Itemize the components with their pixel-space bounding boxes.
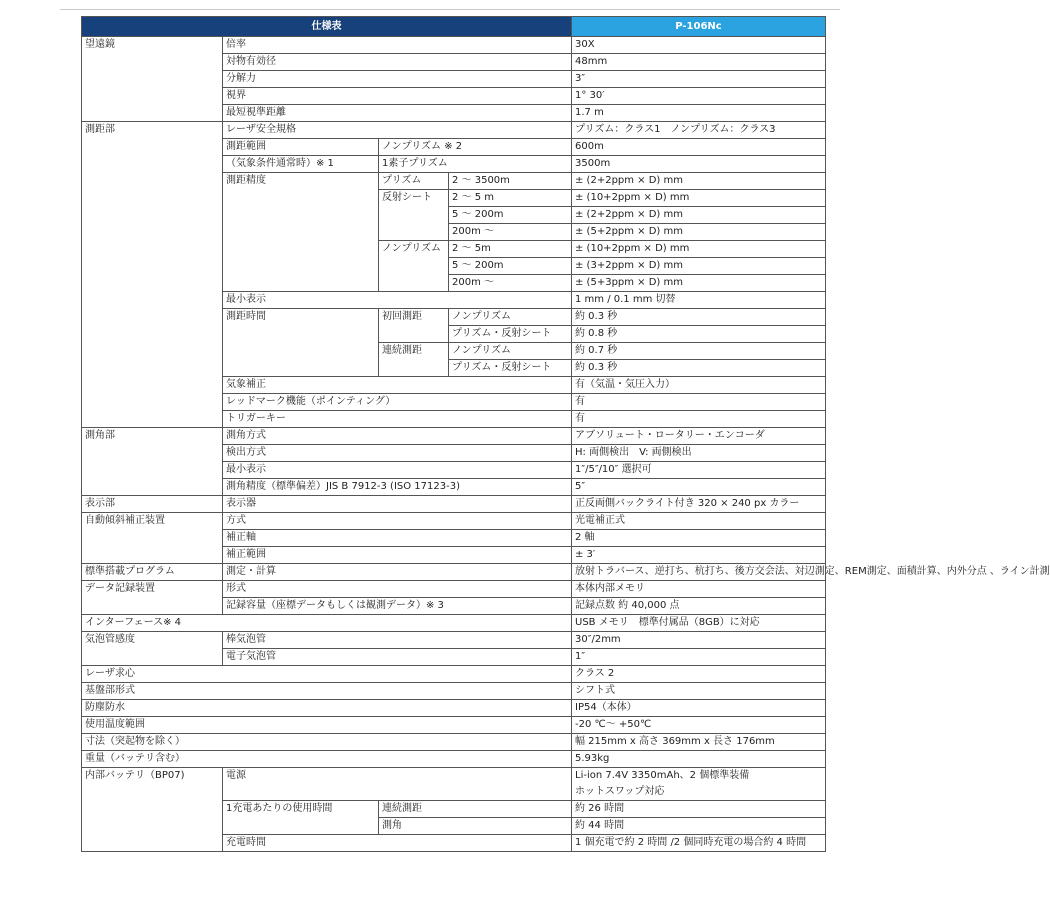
row-label: トリガーキー <box>223 411 572 428</box>
row-value: 正反両側バックライト付き 320 × 240 px カラー <box>572 496 826 513</box>
row-value: 1.7 m <box>572 105 826 122</box>
row-value: 約 44 時間 <box>572 818 826 835</box>
row-label: 視界 <box>223 88 572 105</box>
row-label: レッドマーク機能（ポインティング） <box>223 394 572 411</box>
row-label: 分解力 <box>223 71 572 88</box>
sub-label: 反射シート <box>379 190 449 241</box>
row-value: ± (10+2ppm × D) mm <box>572 190 826 207</box>
category-edm: 測距部 <box>82 122 223 428</box>
category-plummet: レーザ求心 <box>82 666 572 683</box>
row-label: 測角方式 <box>223 428 572 445</box>
row-label: 形式 <box>223 581 572 598</box>
range-label: 5 ～ 200m <box>449 207 572 224</box>
row-label: 補正範囲 <box>223 547 572 564</box>
category-tilt: 自動傾斜補正装置 <box>82 513 223 564</box>
row-label-note: （気象条件通常時）※ 1 <box>223 156 379 173</box>
row-value: 3500m <box>572 156 826 173</box>
row-value: 1″ <box>572 649 826 666</box>
range-label: 200m ～ <box>449 224 572 241</box>
row-label: 対物有効径 <box>223 54 572 71</box>
row-value: ± 3′ <box>572 547 826 564</box>
row-value: ± (3+2ppm × D) mm <box>572 258 826 275</box>
range-label: 5 ～ 200m <box>449 258 572 275</box>
table-row <box>82 666 826 683</box>
category-memory: データ記録装置 <box>82 581 223 615</box>
table-row <box>82 513 826 530</box>
row-label: 最小表示 <box>223 292 572 309</box>
category-telescope: 望遠鏡 <box>82 37 223 122</box>
sub-label: プリズム <box>379 173 449 190</box>
category-weight: 重量（バッテリ含む） <box>82 751 572 768</box>
row-label: 最小表示 <box>223 462 572 479</box>
row-label: 検出方式 <box>223 445 572 462</box>
row-label: 倍率 <box>223 37 572 54</box>
row-value: 有 <box>572 394 826 411</box>
row-value: ± (10+2ppm × D) mm <box>572 241 826 258</box>
table-row <box>82 37 826 54</box>
model-name: P-106Nc <box>572 17 826 37</box>
table-row <box>82 683 826 700</box>
top-rule <box>60 9 840 10</box>
row-value <box>572 768 826 801</box>
category-dimensions: 寸法（突起物を除く） <box>82 734 572 751</box>
table-row <box>82 581 826 598</box>
row-label: 電源 <box>223 768 572 801</box>
row-label: 測距時間 <box>223 309 379 377</box>
row-label: 測定・計算 <box>223 564 572 581</box>
category-angle: 測角部 <box>82 428 223 496</box>
table-row <box>82 564 826 581</box>
row-label: 気象補正 <box>223 377 572 394</box>
row-label: 記録容量（座標データもしくは観測データ）※ 3 <box>223 598 572 615</box>
table-row <box>82 768 826 801</box>
row-value: 放射トラバース、逆打ち、杭打ち、後方交会法、対辺測定、REM測定、面積計算、内外分点 、ライン計測 <box>572 564 826 581</box>
row-value: 有（気温・気圧入力） <box>572 377 826 394</box>
range-label: ノンプリズム <box>449 343 572 360</box>
table-row <box>82 751 826 768</box>
row-value: 幅 215mm x 高さ 369mm x 長さ 176mm <box>572 734 826 751</box>
row-value: ± (5+2ppm × D) mm <box>572 224 826 241</box>
row-value: IP54（本体） <box>572 700 826 717</box>
row-value: 約 0.3 秒 <box>572 360 826 377</box>
sub-label: 連続測距 <box>379 801 572 818</box>
range-label: 2 ～ 3500m <box>449 173 572 190</box>
row-value: 記録点数 約 40,000 点 <box>572 598 826 615</box>
row-value: 約 0.8 秒 <box>572 326 826 343</box>
range-label: ノンプリズム <box>449 309 572 326</box>
row-value: 48mm <box>572 54 826 71</box>
table-row <box>82 734 826 751</box>
table-row <box>82 717 826 734</box>
row-label: 測距範囲 <box>223 139 379 156</box>
row-label: 1充電あたりの使用時間 <box>223 801 379 835</box>
table-row <box>82 632 826 649</box>
spec-table <box>81 16 1050 852</box>
category-temp: 使用温度範囲 <box>82 717 572 734</box>
row-value: 30″/2mm <box>572 632 826 649</box>
category-interface: インターフェース※ 4 <box>82 615 572 632</box>
table-row <box>82 615 826 632</box>
category-vial: 気泡管感度 <box>82 632 223 666</box>
row-value: 光電補正式 <box>572 513 826 530</box>
table-header-row <box>82 17 826 37</box>
row-label: 測角精度（標準偏差）JIS B 7912-3 (ISO 17123-3) <box>223 479 572 496</box>
row-label: 電子気泡管 <box>223 649 572 666</box>
row-value: 30X <box>572 37 826 54</box>
battery-hotswap-line: ホットスワップ対応 <box>575 786 665 797</box>
row-label: 表示器 <box>223 496 572 513</box>
row-value: シフト式 <box>572 683 826 700</box>
category-program: 標準搭載プログラム <box>82 564 223 581</box>
row-label: 測距精度 <box>223 173 379 292</box>
row-value: H: 両側検出 V: 両側検出 <box>572 445 826 462</box>
row-label: 最短視準距離 <box>223 105 572 122</box>
sub-label: ノンプリズム <box>379 241 449 292</box>
range-label: 2 ～ 5m <box>449 241 572 258</box>
row-label: レーザ安全規格 <box>223 122 572 139</box>
range-label: 2 ～ 5 m <box>449 190 572 207</box>
row-value: 約 0.7 秒 <box>572 343 826 360</box>
row-value: 5″ <box>572 479 826 496</box>
row-value: ± (2+2ppm × D) mm <box>572 207 826 224</box>
row-value: 1″/5″/10″ 選択可 <box>572 462 826 479</box>
table-row <box>82 122 826 139</box>
row-value: 600m <box>572 139 826 156</box>
row-value: 2 軸 <box>572 530 826 547</box>
spec-title: 仕様表 <box>82 17 572 37</box>
row-value: 1 個充電で約 2 時間 /2 個同時充電の場合約 4 時間 <box>572 835 826 852</box>
row-value: クラス 2 <box>572 666 826 683</box>
row-value: -20 ℃～ +50℃ <box>572 717 826 734</box>
category-waterproof: 防塵防水 <box>82 700 572 717</box>
sub-label: ノンプリズム ※ 2 <box>379 139 572 156</box>
battery-spec-line: Li-ion 7.4V 3350mAh、2 個標準装備 <box>575 770 750 781</box>
category-base: 基盤部形式 <box>82 683 572 700</box>
sub-label: 初回測距 <box>379 309 449 343</box>
row-label: 棒気泡管 <box>223 632 572 649</box>
table-row <box>82 428 826 445</box>
range-label: プリズム・反射シート <box>449 360 572 377</box>
row-label: 充電時間 <box>223 835 572 852</box>
row-value: 有 <box>572 411 826 428</box>
row-value: 1 mm / 0.1 mm 切替 <box>572 292 826 309</box>
row-value: 約 26 時間 <box>572 801 826 818</box>
row-value: 約 0.3 秒 <box>572 309 826 326</box>
row-value: USB メモリ 標準付属品（8GB）に対応 <box>572 615 826 632</box>
table-row <box>82 700 826 717</box>
row-value: 3″ <box>572 71 826 88</box>
row-value: プリズム：クラス1 ノンプリズム：クラス3 <box>572 122 826 139</box>
row-value: ± (2+2ppm × D) mm <box>572 173 826 190</box>
row-label: 方式 <box>223 513 572 530</box>
row-value: 1° 30′ <box>572 88 826 105</box>
row-value: ± (5+3ppm × D) mm <box>572 275 826 292</box>
sub-label: 連続測距 <box>379 343 449 377</box>
sub-label: 測角 <box>379 818 572 835</box>
row-value: 本体内部メモリ <box>572 581 826 598</box>
category-battery: 内部バッテリ（BP07) <box>82 768 223 852</box>
range-label: プリズム・反射シート <box>449 326 572 343</box>
row-label: 補正軸 <box>223 530 572 547</box>
category-display: 表示部 <box>82 496 223 513</box>
sub-label: 1素子プリズム <box>379 156 572 173</box>
row-value: 5.93kg <box>572 751 826 768</box>
table-row <box>82 496 826 513</box>
row-value: アブソリュート・ロータリー・エンコーダ <box>572 428 826 445</box>
range-label: 200m ～ <box>449 275 572 292</box>
